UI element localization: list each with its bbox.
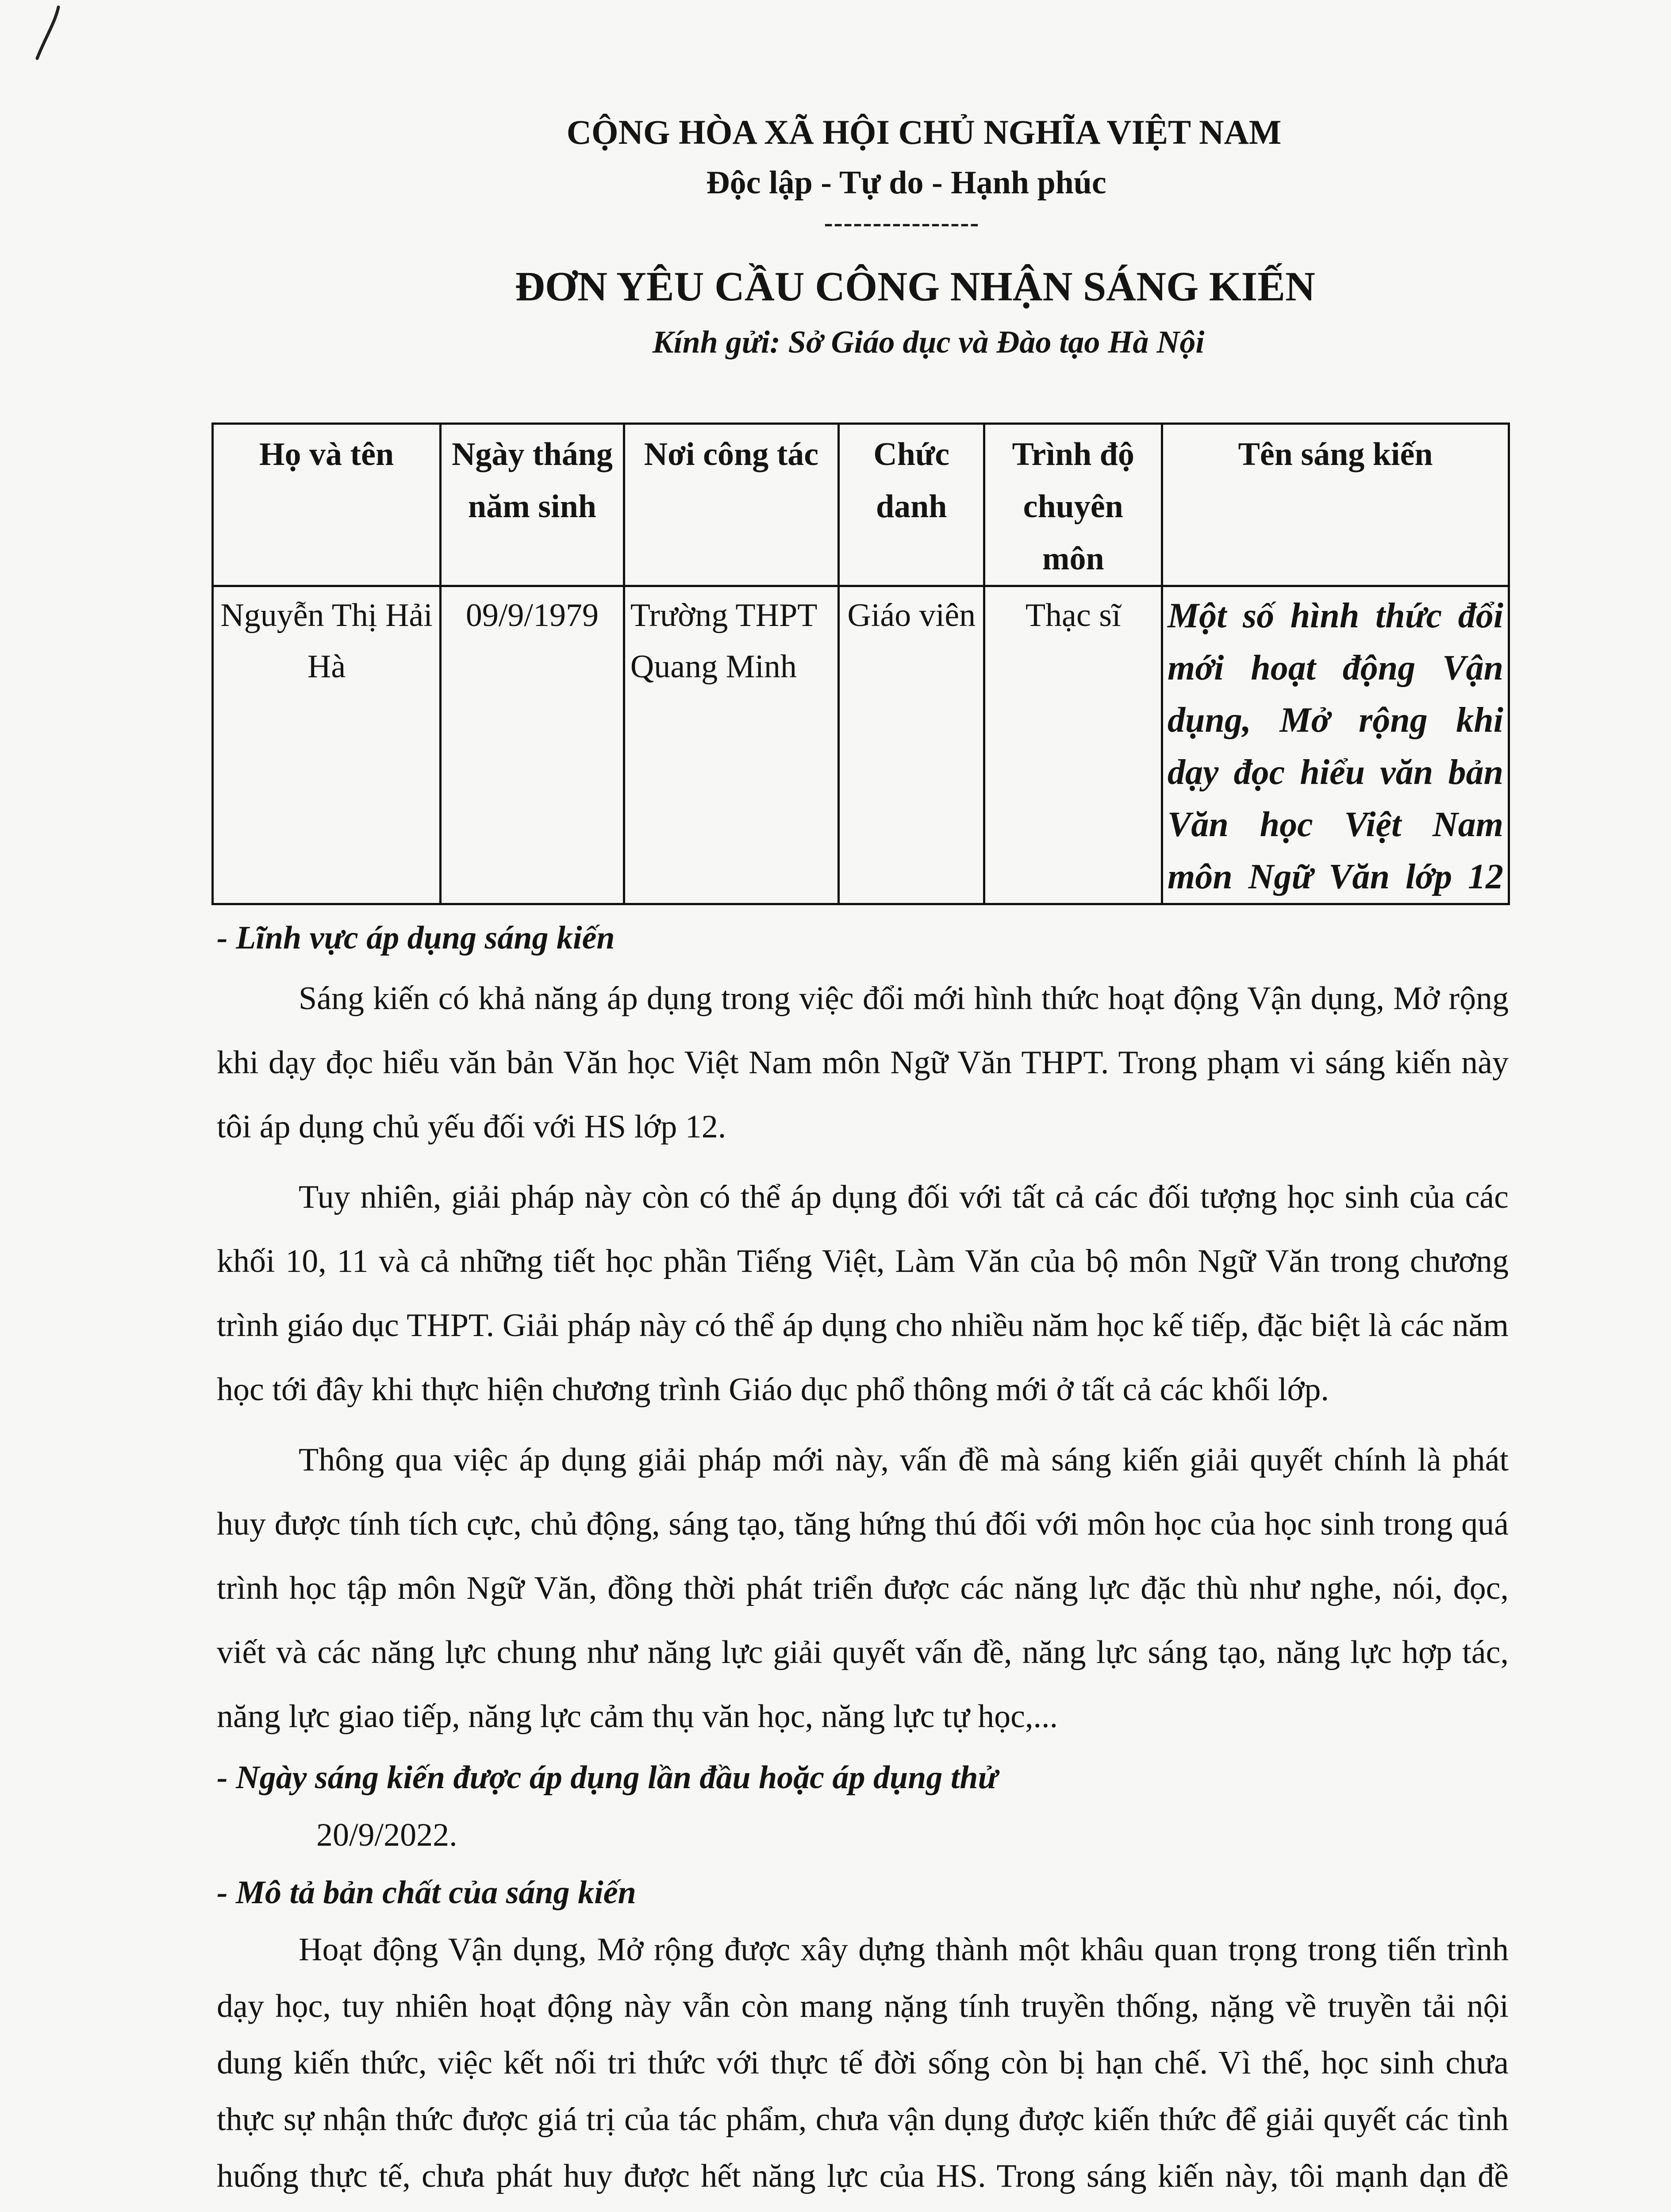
section-heading-date: - Ngày sáng kiến được áp dụng lần đầu hoặc áp dụng thử [217,1759,998,1796]
table-row [213,586,1509,904]
cell-name: Nguyễn Thị Hải Hà [213,586,441,904]
cell-dob: 09/9/1979 [441,586,624,904]
section-heading-nature: - Mô tả bản chất của sáng kiến [217,1874,636,1911]
header-qualification: Trình độ chuyên môn [984,424,1162,586]
header-workplace: Nơi công tác [624,424,838,586]
cell-initiative-title: Một số hình thức đổi mới hoạt động Vận dụng, Mở rộng khi dạy đọc hiểu văn bản Văn học Việt Nam môn Ngữ Văn lớp 12 [1162,586,1509,904]
section-heading-field: - Lĩnh vực áp dụng sáng kiến [217,920,615,956]
header-dob: Ngày tháng năm sinh [441,424,624,586]
header-position: Chức danh [838,424,984,586]
paragraph: Sáng kiến có khả năng áp dụng trong việc đổi mới hình thức hoạt động Vận dụng, Mở rộng khi dạy đọc hiểu văn bản Văn học Việt Nam môn Ngữ Văn THPT. Trong phạm vi sáng kiến này tôi áp dụng chủ yếu đối với HS lớp 12. [217,980,1509,1145]
national-motto: Độc lập - Tự do - Hạnh phúc [706,165,1106,201]
header-name: Họ và tên [213,424,441,586]
paragraph: Thông qua việc áp dụng giải pháp mới này, vấn đề mà sáng kiến giải quyết chính là phát huy được tính tích cực, chủ động, sáng tạo, tăng hứng thú đối với môn học của học sinh trong quá trình học tập môn Ngữ Văn, đồng thời phát triển được các năng lực đặc thù như nghe, nói, đọc, viết và các năng lực chung như năng lực giải quyết vấn đề, năng lực sáng tạo, năng lực hợp tác, năng lực giao tiếp, năng lực cảm thụ văn học, năng lực tự học,... [217,1442,1509,1735]
paragraph-text: Hoạt động Vận dụng, Mở rộng được xây dựng thành một khâu quan trọng trong tiến trình dạy học, tuy nhiên hoạt động này vẫn còn mang nặng tính truyền thống, nặng về truyền tải nội dung kiến thức, việc kết nối tri thức với thực tế đời sống còn bị hạn chế. Vì thế, học sinh chưa thực sự nhận thức được giá trị của tác phẩm, chưa vận dụng được kiến thức để giải quyết các tình huống thực tế, chưa phát huy được hết năng lực của HS. Trong sáng kiến này, tôi mạnh dạn đề [217,1932,1509,2194]
application-date: 20/9/2022. [316,1817,457,1853]
cell-qualification: Thạc sĩ [984,586,1162,904]
document-header [0,106,1671,366]
header-divider: ---------------- [824,208,980,237]
applicant-table [211,422,1510,905]
pen-stroke-mark [31,4,66,62]
paragraph [217,1921,1509,2212]
cell-position: Giáo viên [838,586,984,904]
table-header-row [213,424,1509,586]
header-initiative-title: Tên sáng kiến [1162,424,1509,586]
document-body [217,909,1509,2212]
national-title: CỘNG HÒA XÃ HỘI CHỦ NGHĨA VIỆT NAM [566,113,1282,151]
cell-workplace: Trường THPT Quang Minh [624,586,838,904]
document-title: ĐƠN YÊU CẦU CÔNG NHẬN SÁNG KIẾN [515,264,1315,310]
paragraph: Tuy nhiên, giải pháp này còn có thể áp dụng đối với tất cả các đối tượng học sinh của các khối 10, 11 và cả những tiết học phần Tiếng Việt, Làm Văn của bộ môn Ngữ Văn trong chương trình giáo dục THPT. Giải pháp này có thể áp dụng cho nhiều năm học kế tiếp, đặc biệt là các năm học tới đây khi thực hiện chương trình Giáo dục phổ thông mới ở tất cả các khối lớp. [217,1179,1509,1408]
recipient-line: Kính gửi: Sở Giáo dục và Đào tạo Hà Nội [652,324,1205,360]
